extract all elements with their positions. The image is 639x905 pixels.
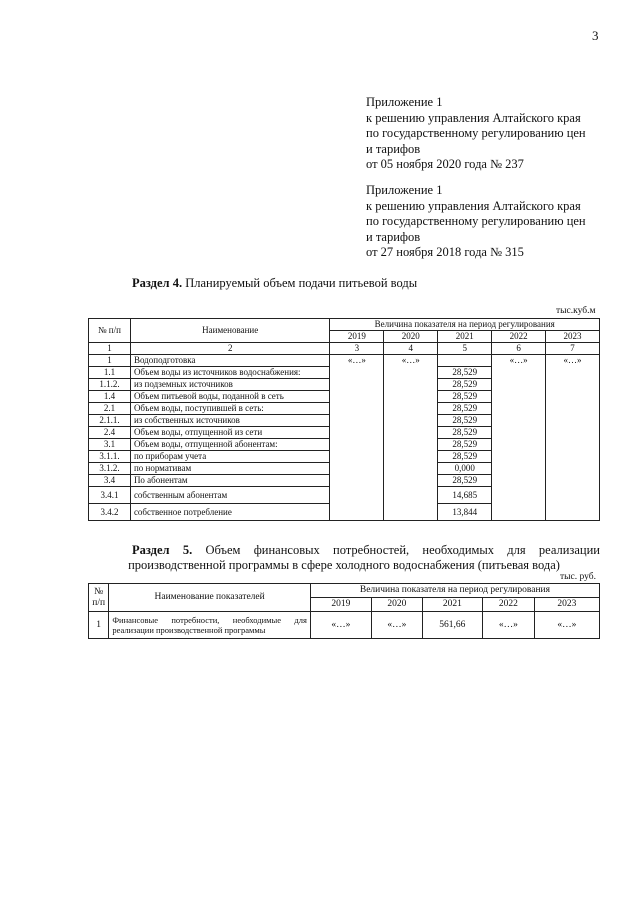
row-value — [330, 451, 384, 463]
row-value — [546, 487, 600, 504]
row-value: 28,529 — [438, 475, 492, 487]
row-value — [384, 504, 438, 521]
row-value: 28,529 — [438, 451, 492, 463]
row-value — [546, 403, 600, 415]
row-value: 561,66 — [422, 612, 482, 639]
table-row — [89, 391, 600, 403]
row-value — [330, 475, 384, 487]
appendix-line: и тарифов — [366, 141, 421, 156]
row-value — [492, 475, 546, 487]
row-value: «…» — [482, 612, 534, 639]
row-value: 28,529 — [438, 415, 492, 427]
row-value — [546, 379, 600, 391]
row-num: 3.4 — [89, 475, 131, 487]
row-value — [384, 379, 438, 391]
row-num: 1 — [89, 612, 109, 639]
table-row — [89, 504, 600, 521]
header-name: Наименование показателей — [109, 584, 311, 612]
section4-table — [88, 318, 600, 521]
row-num: 3.1.1. — [89, 451, 131, 463]
appendix-line: к решению управления Алтайского края — [366, 198, 581, 213]
row-value — [492, 367, 546, 379]
row-value: 0,000 — [438, 463, 492, 475]
header-year: 2020 — [371, 598, 422, 612]
row-value — [546, 415, 600, 427]
row-name: собственное потребление — [130, 504, 330, 521]
index-cell: 7 — [546, 343, 600, 355]
row-num: 3.1.2. — [89, 463, 131, 475]
row-name: собственным абонентам — [130, 487, 330, 504]
row-value — [492, 379, 546, 391]
row-name: по нормативам — [130, 463, 330, 475]
index-cell: 4 — [384, 343, 438, 355]
section5-table — [88, 583, 600, 639]
row-num: 1 — [89, 355, 131, 367]
table-row — [89, 355, 600, 367]
row-value — [546, 451, 600, 463]
header-year: 2022 — [482, 598, 534, 612]
row-value — [492, 403, 546, 415]
table-row — [89, 463, 600, 475]
row-value: «…» — [384, 355, 438, 367]
section4-label: Раздел 4. — [132, 276, 183, 290]
row-value: 28,529 — [438, 367, 492, 379]
row-value: 28,529 — [438, 391, 492, 403]
index-cell: 5 — [438, 343, 492, 355]
appendix-line: по государственному регулированию цен — [366, 214, 586, 229]
row-name: из собственных источников — [130, 415, 330, 427]
row-value — [384, 427, 438, 439]
row-name: по приборам учета — [130, 451, 330, 463]
table-row — [89, 367, 600, 379]
table-row — [89, 427, 600, 439]
row-value — [492, 463, 546, 475]
row-num: 1.4 — [89, 391, 131, 403]
row-num: 3.4.2 — [89, 504, 131, 521]
row-name: Объем воды, поступившей в сеть: — [130, 403, 330, 415]
row-value — [492, 415, 546, 427]
row-value — [492, 439, 546, 451]
row-value: «…» — [310, 612, 371, 639]
section5-title-part2: производственной программы в сфере холодного водоснабжения (питьевая вода) — [128, 558, 560, 572]
header-period: Величина показателя на период регулирования — [310, 584, 599, 598]
header-year: 2019 — [330, 331, 384, 343]
row-value — [330, 403, 384, 415]
header-year: 2023 — [534, 598, 599, 612]
appendix-line: и тарифов — [366, 229, 421, 244]
row-name: Объем питьевой воды, поданной в сеть — [130, 391, 330, 403]
row-value — [384, 439, 438, 451]
header-num: № п/п — [89, 584, 109, 612]
row-name: Объем воды, отпущенной из сети — [130, 427, 330, 439]
row-value: «…» — [371, 612, 422, 639]
appendix-line: по государственному регулированию цен — [366, 126, 586, 141]
row-value — [546, 475, 600, 487]
section4-units: тыс.куб.м — [556, 306, 596, 316]
row-value — [330, 463, 384, 475]
section5-heading — [88, 543, 600, 573]
row-value: 28,529 — [438, 379, 492, 391]
index-cell: 2 — [130, 343, 330, 355]
row-value — [330, 439, 384, 451]
row-value — [330, 415, 384, 427]
table-row — [89, 475, 600, 487]
row-num: 1.1 — [89, 367, 131, 379]
row-value — [384, 463, 438, 475]
index-cell: 1 — [89, 343, 131, 355]
row-value: «…» — [546, 355, 600, 367]
row-value — [384, 403, 438, 415]
row-value — [330, 379, 384, 391]
row-value — [330, 367, 384, 379]
index-cell: 3 — [330, 343, 384, 355]
table-row — [89, 403, 600, 415]
row-value — [546, 504, 600, 521]
row-value: 14,685 — [438, 487, 492, 504]
row-value — [384, 415, 438, 427]
row-value — [546, 427, 600, 439]
row-num: 2.1 — [89, 403, 131, 415]
row-value — [384, 367, 438, 379]
header-num: № п/п — [89, 319, 131, 343]
row-name: из подземных источников — [130, 379, 330, 391]
appendix-line: от 27 ноября 2018 года № 315 — [366, 245, 524, 260]
header-year: 2021 — [438, 331, 492, 343]
row-value — [330, 427, 384, 439]
row-value — [546, 367, 600, 379]
row-num: 2.1.1. — [89, 415, 131, 427]
row-num: 2.4 — [89, 427, 131, 439]
header-year: 2023 — [546, 331, 600, 343]
header-year: 2019 — [310, 598, 371, 612]
row-name: Водоподготовка — [130, 355, 330, 367]
row-value — [492, 427, 546, 439]
section5-units: тыс. руб. — [560, 572, 596, 582]
row-value — [492, 487, 546, 504]
row-value — [492, 391, 546, 403]
row-value: «…» — [534, 612, 599, 639]
row-name: Объем воды, отпущенной абонентам: — [130, 439, 330, 451]
row-value — [330, 504, 384, 521]
row-name: По абонентам — [130, 475, 330, 487]
row-num: 3.1 — [89, 439, 131, 451]
appendix-line: к решению управления Алтайского края — [366, 110, 581, 125]
header-year: 2021 — [422, 598, 482, 612]
header-year: 2020 — [384, 331, 438, 343]
table-row — [89, 487, 600, 504]
row-value — [546, 463, 600, 475]
section5-title-part1: Объем финансовых потребностей, необходимых для реализации — [192, 543, 600, 557]
section5-label: Раздел 5. — [132, 543, 193, 557]
row-num: 3.4.1 — [89, 487, 131, 504]
row-value — [546, 391, 600, 403]
row-name: Объем воды из источников водоснабжения: — [130, 367, 330, 379]
row-value — [384, 451, 438, 463]
row-value — [384, 391, 438, 403]
appendix-note-current — [366, 95, 586, 173]
header-name: Наименование — [130, 319, 330, 343]
row-value — [330, 391, 384, 403]
table-row — [89, 451, 600, 463]
section4-heading — [132, 276, 417, 291]
row-value — [492, 504, 546, 521]
section4-title: Планируемый объем подачи питьевой воды — [182, 276, 418, 290]
row-value: «…» — [330, 355, 384, 367]
row-num: 1.1.2. — [89, 379, 131, 391]
header-period: Величина показателя на период регулирования — [330, 319, 600, 331]
row-name: Финансовые потребности, необходимые для реализации производственной программы — [109, 612, 311, 639]
row-value: 28,529 — [438, 439, 492, 451]
appendix-line: от 05 ноября 2020 года № 237 — [366, 157, 524, 172]
row-value — [384, 475, 438, 487]
table-row — [89, 415, 600, 427]
row-value — [384, 487, 438, 504]
index-cell: 6 — [492, 343, 546, 355]
table-row — [89, 379, 600, 391]
appendix-note-original — [366, 183, 586, 261]
table-row — [89, 439, 600, 451]
appendix-line: Приложение 1 — [366, 183, 443, 197]
row-value — [438, 355, 492, 367]
header-year: 2022 — [492, 331, 546, 343]
row-value: 28,529 — [438, 403, 492, 415]
row-value: 13,844 — [438, 504, 492, 521]
table-row — [89, 612, 600, 639]
row-value — [546, 439, 600, 451]
row-value — [330, 487, 384, 504]
page-number: 3 — [592, 28, 599, 43]
row-value: «…» — [492, 355, 546, 367]
appendix-line: Приложение 1 — [366, 95, 443, 109]
row-value: 28,529 — [438, 427, 492, 439]
row-value — [492, 451, 546, 463]
